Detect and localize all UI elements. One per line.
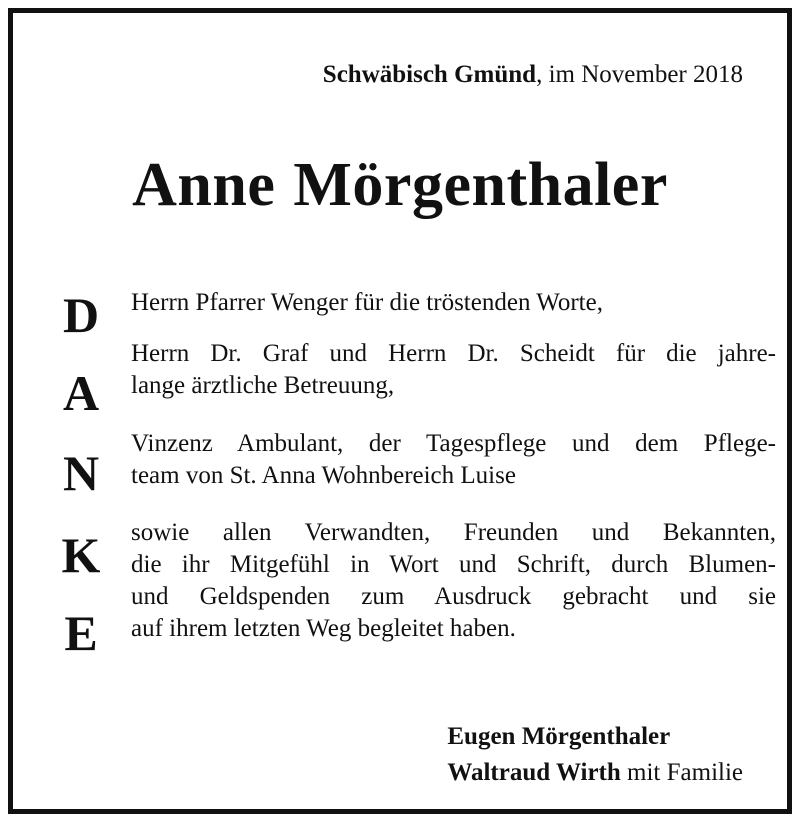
deceased-name [13,145,787,225]
paragraph-line: Vinzenz Ambulant, der Tagespflege und dem Pflege- [131,430,776,457]
signature-line-1: Eugen Mörgenthaler [447,723,671,750]
signature-line-2-suffix: mit Familie [620,759,743,786]
paragraph-line: auf ihrem letzten Weg begleitet haben. [131,615,516,642]
paragraph-line: und Geldspenden zum Ausdruck gebracht und sie [131,583,776,610]
paragraph-line: lange ärztliche Betreuung, [131,372,395,399]
signature-line-2-name: Waltraud Wirth [447,759,621,786]
deceased-first-name: Anne [132,151,276,219]
thanks-paragraph-care [131,428,776,492]
deceased-last-name: Mörgenthaler [293,151,668,219]
thanks-paragraph-relatives [131,517,776,645]
danke-letter-k: K [61,527,101,583]
paragraph-line: die ihr Mitgefühl in Wort und Schrift, durch Blumen- [131,551,776,578]
danke-letter-a: A [62,365,100,421]
paragraph-line: sowie allen Verwandten, Freunden und Bekannten, [131,519,776,546]
paragraph-line: team von St. Anna Wohnbereich Luise [131,462,516,489]
danke-letter-d: D [62,287,100,343]
dateline-date: , im November 2018 [536,61,743,88]
dateline [323,59,743,91]
danke-letter-e: E [64,605,98,661]
paragraph-line: Herrn Pfarrer Wenger für die tröstenden Worte, [131,289,603,316]
obituary-notice-frame [8,8,792,814]
signature-block [447,719,743,791]
paragraph-line: Herrn Dr. Graf und Herrn Dr. Scheidt für die jahre- [131,340,776,367]
danke-letter-n: N [62,445,100,501]
dateline-place: Schwäbisch Gmünd [322,61,537,88]
thanks-paragraph-pastor [131,287,776,319]
signature-line-2 [447,755,743,791]
thanks-paragraph-doctors [131,338,776,402]
